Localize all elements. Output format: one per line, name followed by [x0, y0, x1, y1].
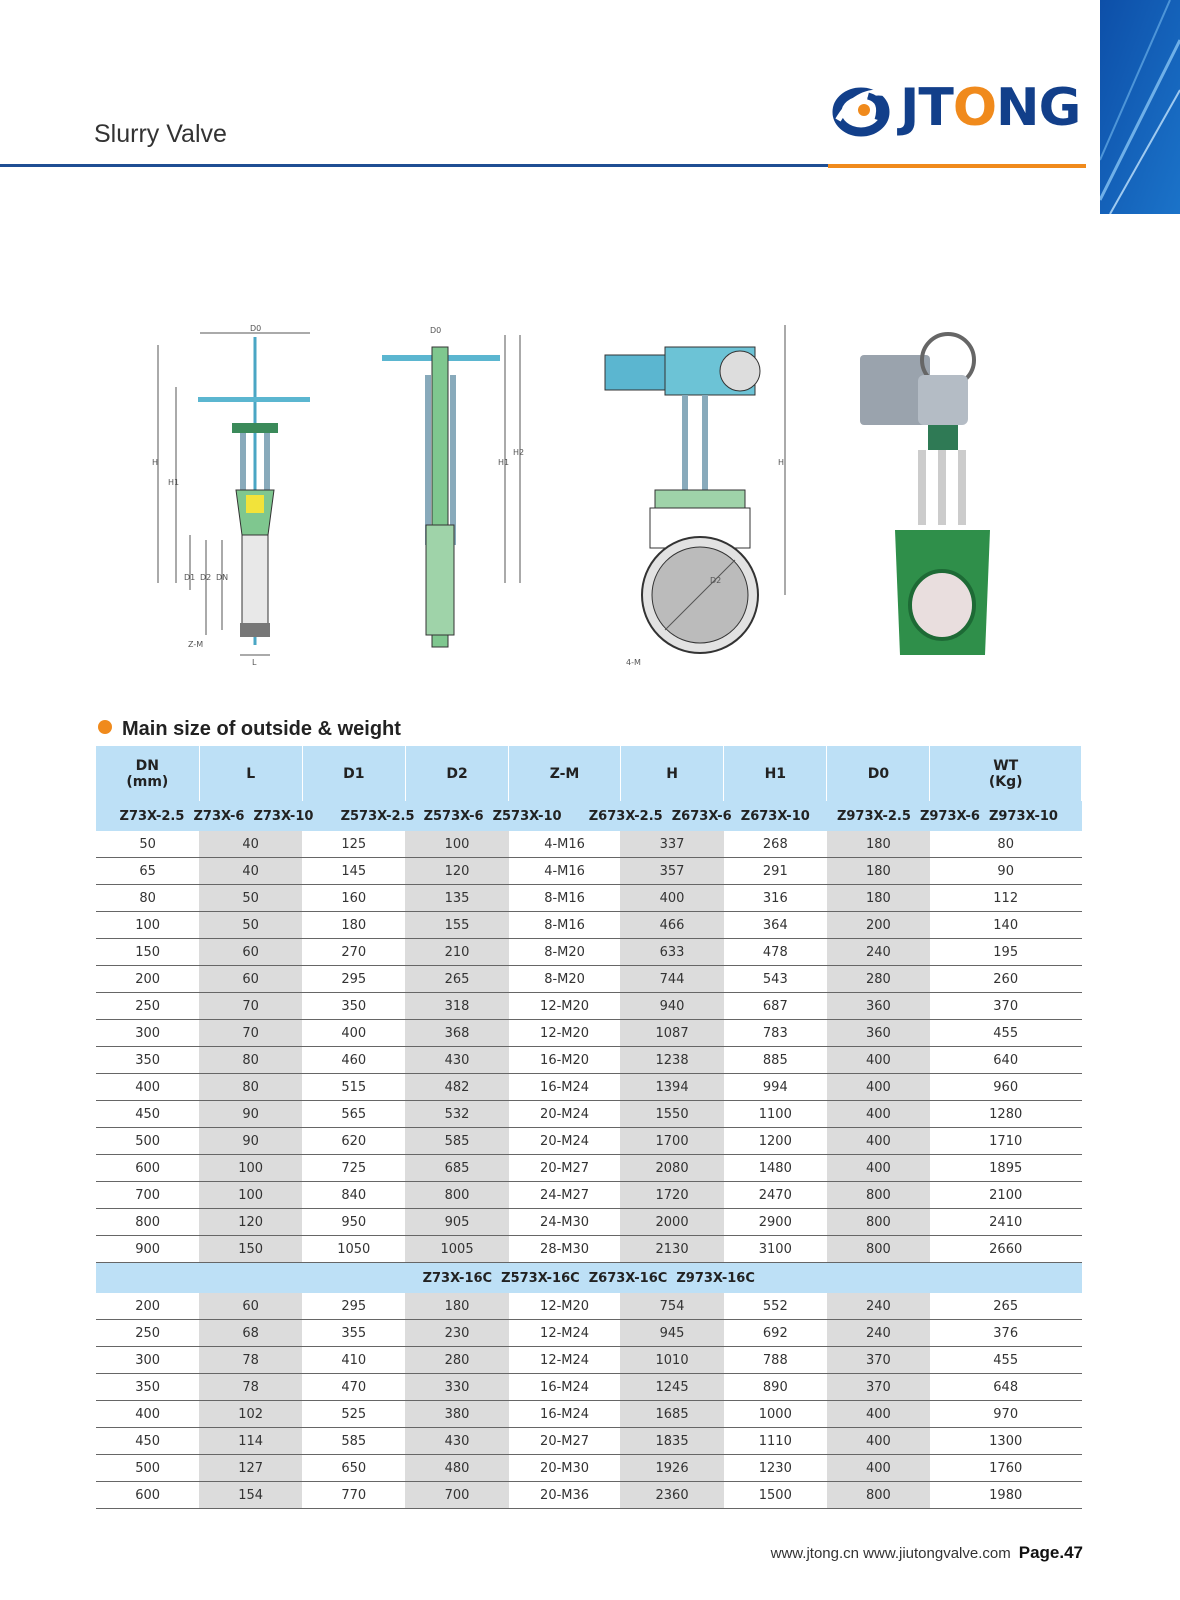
table-cell: 20-M27 [509, 1155, 621, 1182]
table-cell: 350 [302, 993, 405, 1020]
table-cell: 316 [724, 885, 827, 912]
table-cell: 60 [199, 1293, 302, 1320]
table-cell: 1110 [724, 1428, 827, 1455]
table-cell: 145 [302, 858, 405, 885]
table-cell: 318 [405, 993, 508, 1020]
table-cell: 360 [827, 993, 930, 1020]
table-cell: 800 [827, 1482, 930, 1509]
label-h1-2: H1 [498, 458, 510, 467]
table-cell: 135 [405, 885, 508, 912]
table-cell: 60 [199, 939, 302, 966]
table-row [96, 1455, 1082, 1482]
table-cell: 1980 [930, 1482, 1082, 1509]
table-cell: 337 [620, 831, 723, 858]
table-cell: 180 [827, 885, 930, 912]
page-title: Slurry Valve [94, 120, 227, 148]
table-cell: 478 [724, 939, 827, 966]
table-cell: 1760 [930, 1455, 1082, 1482]
table-cell: 295 [302, 966, 405, 993]
table-cell: 140 [930, 912, 1082, 939]
table-row [96, 1482, 1082, 1509]
label-d0: D0 [250, 325, 262, 333]
label-d2: D2 [200, 573, 212, 582]
logo-text-o: O [952, 78, 997, 138]
table-cell: 480 [405, 1455, 508, 1482]
table-cell: 687 [724, 993, 827, 1020]
table-cell: 1550 [620, 1101, 723, 1128]
table-cell: 2360 [620, 1482, 723, 1509]
jtong-logo [828, 74, 1088, 174]
table-row [96, 1209, 1082, 1236]
table-cell: 200 [827, 912, 930, 939]
table-cell: 3100 [724, 1236, 827, 1263]
table-cell: 330 [405, 1374, 508, 1401]
table-cell: 8-M20 [509, 966, 621, 993]
table-row [96, 966, 1082, 993]
table-cell: 685 [405, 1155, 508, 1182]
table-cell: 370 [827, 1374, 930, 1401]
table-cell: 543 [724, 966, 827, 993]
logo-underline [828, 164, 1086, 168]
table-cell: 291 [724, 858, 827, 885]
table-cell: 648 [930, 1374, 1082, 1401]
table-cell: 250 [96, 1320, 199, 1347]
table-cell: 65 [96, 858, 199, 885]
column-header: H1 [724, 746, 827, 801]
table-cell: 16-M24 [509, 1401, 621, 1428]
table-cell: 620 [302, 1128, 405, 1155]
table-cell: 532 [405, 1101, 508, 1128]
table-cell: 8-M16 [509, 885, 621, 912]
table-cell: 28-M30 [509, 1236, 621, 1263]
table-cell: 2000 [620, 1209, 723, 1236]
table-cell: 240 [827, 1293, 930, 1320]
label-h2: H2 [513, 448, 525, 457]
table-row [96, 1020, 1082, 1047]
table-cell: 1280 [930, 1101, 1082, 1128]
table-cell: 450 [96, 1428, 199, 1455]
table-cell: 20-M36 [509, 1482, 621, 1509]
table-cell: 360 [827, 1020, 930, 1047]
table-row [96, 1320, 1082, 1347]
table-cell: 240 [827, 939, 930, 966]
label-dn: DN [216, 573, 229, 582]
table-cell: 1238 [620, 1047, 723, 1074]
table-cell: 112 [930, 885, 1082, 912]
table-cell: 154 [199, 1482, 302, 1509]
table-cell: 78 [199, 1347, 302, 1374]
label-d1: D1 [184, 573, 196, 582]
logo-swirl-icon [828, 76, 898, 146]
table-cell: 102 [199, 1401, 302, 1428]
corner-decoration [1100, 0, 1180, 214]
column-header: Z-M [509, 746, 621, 801]
table-cell: 455 [930, 1347, 1082, 1374]
table-cell: 195 [930, 939, 1082, 966]
table-cell: 60 [199, 966, 302, 993]
table-cell: 300 [96, 1020, 199, 1047]
table-cell: 265 [405, 966, 508, 993]
table-cell: 20-M24 [509, 1128, 621, 1155]
table-cell: 600 [96, 1482, 199, 1509]
electric-valve-drawing [605, 325, 785, 667]
table-cell: 725 [302, 1155, 405, 1182]
table-cell: 250 [96, 993, 199, 1020]
model-section-row [96, 1263, 1082, 1294]
table-cell: 515 [302, 1074, 405, 1101]
bullet-dot-icon [98, 720, 112, 734]
table-cell: 692 [724, 1320, 827, 1347]
logo-wordmark [900, 78, 1080, 138]
table-cell: 370 [930, 993, 1082, 1020]
table-cell: 1480 [724, 1155, 827, 1182]
table-cell: 180 [405, 1293, 508, 1320]
table-cell: 525 [302, 1401, 405, 1428]
table-cell: 482 [405, 1074, 508, 1101]
table-cell: 565 [302, 1101, 405, 1128]
model-section-row [96, 801, 1082, 831]
table-cell: 1895 [930, 1155, 1082, 1182]
table-cell: 68 [199, 1320, 302, 1347]
table-cell: 4-M16 [509, 858, 621, 885]
table-cell: 1245 [620, 1374, 723, 1401]
table-cell: 900 [96, 1236, 199, 1263]
table-cell: 150 [96, 939, 199, 966]
table-cell: 78 [199, 1374, 302, 1401]
table-cell: 640 [930, 1047, 1082, 1074]
table-cell: 120 [405, 858, 508, 885]
table-cell: 650 [302, 1455, 405, 1482]
table-cell: 16-M20 [509, 1047, 621, 1074]
table-cell: 2470 [724, 1182, 827, 1209]
table-cell: 940 [620, 993, 723, 1020]
table-cell: 700 [405, 1482, 508, 1509]
table-cell: 50 [96, 831, 199, 858]
table-body [96, 801, 1082, 1509]
table-cell: 40 [199, 831, 302, 858]
table-cell: 357 [620, 858, 723, 885]
table-cell: 2100 [930, 1182, 1082, 1209]
table-cell: 180 [827, 831, 930, 858]
table-cell: 1050 [302, 1236, 405, 1263]
table-header-row [96, 746, 1082, 801]
table-cell: 125 [302, 831, 405, 858]
table-cell: 90 [930, 858, 1082, 885]
table-cell: 1720 [620, 1182, 723, 1209]
manual-valve-drawing [152, 325, 310, 667]
table-cell: 16-M24 [509, 1374, 621, 1401]
table-cell: 120 [199, 1209, 302, 1236]
table-cell: 80 [96, 885, 199, 912]
label-zm: Z-M [188, 640, 204, 649]
footer-urls: www.jtong.cn www.jiutongvalve.com [770, 1545, 1011, 1562]
table-cell: 400 [827, 1101, 930, 1128]
table-cell: 800 [827, 1236, 930, 1263]
table-cell: 960 [930, 1074, 1082, 1101]
label-h: H [152, 458, 159, 467]
table-cell: 127 [199, 1455, 302, 1482]
valve-photo [860, 334, 990, 655]
page-number: Page.47 [1018, 1543, 1083, 1562]
table-row [96, 1101, 1082, 1128]
section-title [98, 718, 401, 741]
table-cell: 800 [827, 1209, 930, 1236]
table-cell: 400 [827, 1455, 930, 1482]
table-cell: 90 [199, 1128, 302, 1155]
table-cell: 50 [199, 912, 302, 939]
table-cell: 500 [96, 1455, 199, 1482]
table-cell: 970 [930, 1401, 1082, 1428]
logo-text-jt: JT [900, 78, 953, 138]
column-header: WT (Kg) [930, 746, 1082, 801]
table-cell: 260 [930, 966, 1082, 993]
table-cell: 400 [96, 1401, 199, 1428]
table-cell: 2080 [620, 1155, 723, 1182]
table-cell: 230 [405, 1320, 508, 1347]
table-cell: 455 [930, 1020, 1082, 1047]
table-cell: 200 [96, 1293, 199, 1320]
table-cell: 80 [930, 831, 1082, 858]
table-cell: 12-M24 [509, 1347, 621, 1374]
table-cell: 160 [302, 885, 405, 912]
table-cell: 40 [199, 858, 302, 885]
table-cell: 1700 [620, 1128, 723, 1155]
column-header: D0 [827, 746, 930, 801]
table-cell: 380 [405, 1401, 508, 1428]
table-cell: 12-M20 [509, 1293, 621, 1320]
table-cell: 890 [724, 1374, 827, 1401]
table-cell: 400 [620, 885, 723, 912]
table-cell: 24-M27 [509, 1182, 621, 1209]
table-cell: 24-M30 [509, 1209, 621, 1236]
column-header: L [199, 746, 302, 801]
table-cell: 470 [302, 1374, 405, 1401]
table-cell: 180 [302, 912, 405, 939]
table-cell: 1100 [724, 1101, 827, 1128]
table-row [96, 1047, 1082, 1074]
table-cell: 8-M16 [509, 912, 621, 939]
table-cell: 1230 [724, 1455, 827, 1482]
table-cell: 4-M16 [509, 831, 621, 858]
table-cell: 410 [302, 1347, 405, 1374]
table-cell: 368 [405, 1020, 508, 1047]
bevel-valve-drawing [382, 326, 524, 647]
table-cell: 800 [405, 1182, 508, 1209]
table-cell: 1010 [620, 1347, 723, 1374]
table-cell: 700 [96, 1182, 199, 1209]
table-cell: 180 [827, 858, 930, 885]
table-cell: 945 [620, 1320, 723, 1347]
table-cell: 20-M30 [509, 1455, 621, 1482]
table-cell: 400 [96, 1074, 199, 1101]
table-cell: 800 [827, 1182, 930, 1209]
table-cell: 20-M27 [509, 1428, 621, 1455]
label-d0-2: D0 [430, 326, 442, 335]
table-cell: 783 [724, 1020, 827, 1047]
table-cell: 1835 [620, 1428, 723, 1455]
table-cell: 240 [827, 1320, 930, 1347]
table-cell: 280 [405, 1347, 508, 1374]
table-cell: 100 [199, 1182, 302, 1209]
table-cell: 585 [405, 1128, 508, 1155]
table-cell: 585 [302, 1428, 405, 1455]
table-cell: 400 [827, 1428, 930, 1455]
table-row [96, 1374, 1082, 1401]
table-cell: 1005 [405, 1236, 508, 1263]
table-cell: 90 [199, 1101, 302, 1128]
table-cell: 466 [620, 912, 723, 939]
column-header: H [620, 746, 723, 801]
table-row [96, 831, 1082, 858]
table-cell: 400 [827, 1074, 930, 1101]
table-row [96, 1401, 1082, 1428]
table-cell: 400 [827, 1401, 930, 1428]
table-cell: 155 [405, 912, 508, 939]
table-cell: 840 [302, 1182, 405, 1209]
logo-text-ng: NG [996, 78, 1081, 138]
table-cell: 12-M24 [509, 1320, 621, 1347]
table-cell: 80 [199, 1047, 302, 1074]
label-4m: 4-M [626, 658, 641, 667]
table-row [96, 1074, 1082, 1101]
table-cell: 70 [199, 1020, 302, 1047]
table-cell: 150 [199, 1236, 302, 1263]
table-row [96, 1155, 1082, 1182]
column-header: D2 [405, 746, 508, 801]
table-cell: 754 [620, 1293, 723, 1320]
valve-drawings [150, 325, 1050, 685]
column-header: D1 [302, 746, 405, 801]
table-cell: 400 [827, 1128, 930, 1155]
table-cell: 2660 [930, 1236, 1082, 1263]
table-row [96, 1236, 1082, 1263]
table-cell: 376 [930, 1320, 1082, 1347]
table-cell: 1200 [724, 1128, 827, 1155]
table-cell: 1685 [620, 1401, 723, 1428]
table-cell: 994 [724, 1074, 827, 1101]
table-cell: 460 [302, 1047, 405, 1074]
table-cell: 12-M20 [509, 1020, 621, 1047]
table-cell: 905 [405, 1209, 508, 1236]
footer [771, 1543, 1083, 1563]
table-cell: 16-M24 [509, 1074, 621, 1101]
table-cell: 1926 [620, 1455, 723, 1482]
table-cell: 400 [827, 1155, 930, 1182]
table-cell: 400 [827, 1047, 930, 1074]
table-cell: 350 [96, 1374, 199, 1401]
table-cell: 1710 [930, 1128, 1082, 1155]
table-cell: 2410 [930, 1209, 1082, 1236]
table-cell: 270 [302, 939, 405, 966]
model-section-label: Z73X-16C Z573X-16C Z673X-16C Z973X-16C [96, 1263, 1082, 1294]
table-cell: 20-M24 [509, 1101, 621, 1128]
table-cell: 100 [405, 831, 508, 858]
table-cell: 770 [302, 1482, 405, 1509]
size-weight-table [96, 746, 1082, 1509]
header-rule [0, 164, 828, 167]
table-cell: 8-M20 [509, 939, 621, 966]
table-cell: 1000 [724, 1401, 827, 1428]
table-cell: 430 [405, 1047, 508, 1074]
table-cell: 295 [302, 1293, 405, 1320]
table-cell: 1300 [930, 1428, 1082, 1455]
table-row [96, 1428, 1082, 1455]
table-row [96, 858, 1082, 885]
table-cell: 1500 [724, 1482, 827, 1509]
table-row [96, 1347, 1082, 1374]
table-cell: 265 [930, 1293, 1082, 1320]
table-cell: 350 [96, 1047, 199, 1074]
column-header: DN (mm) [96, 746, 199, 801]
table-cell: 1394 [620, 1074, 723, 1101]
table-cell: 450 [96, 1101, 199, 1128]
table-cell: 100 [96, 912, 199, 939]
table-cell: 950 [302, 1209, 405, 1236]
table-row [96, 1182, 1082, 1209]
table-row [96, 885, 1082, 912]
table-cell: 800 [96, 1209, 199, 1236]
table-cell: 552 [724, 1293, 827, 1320]
table-cell: 788 [724, 1347, 827, 1374]
table-cell: 500 [96, 1128, 199, 1155]
table-cell: 355 [302, 1320, 405, 1347]
table-cell: 2900 [724, 1209, 827, 1236]
table-cell: 114 [199, 1428, 302, 1455]
table-cell: 268 [724, 831, 827, 858]
table-cell: 80 [199, 1074, 302, 1101]
table-row [96, 1293, 1082, 1320]
table-row [96, 939, 1082, 966]
table-cell: 300 [96, 1347, 199, 1374]
table-cell: 633 [620, 939, 723, 966]
table-row [96, 993, 1082, 1020]
table-cell: 50 [199, 885, 302, 912]
model-section-label: Z73X-2.5 Z73X-6 Z73X-10 Z573X-2.5 Z573X-6 Z573X-10 Z673X-2.5 Z673X-6 Z673X-10 Z973X-2.5 Z973X-6 Z973X-10 [96, 801, 1082, 831]
table-cell: 200 [96, 966, 199, 993]
table-cell: 280 [827, 966, 930, 993]
label-h-3: H [778, 458, 785, 467]
table-cell: 2130 [620, 1236, 723, 1263]
label-d2-3: D2 [710, 576, 722, 585]
table-cell: 12-M20 [509, 993, 621, 1020]
table-row [96, 1128, 1082, 1155]
table-cell: 600 [96, 1155, 199, 1182]
table-cell: 100 [199, 1155, 302, 1182]
table-cell: 210 [405, 939, 508, 966]
label-l: L [252, 658, 257, 667]
table-cell: 70 [199, 993, 302, 1020]
table-cell: 1087 [620, 1020, 723, 1047]
label-h1: H1 [168, 478, 180, 487]
table-cell: 744 [620, 966, 723, 993]
table-cell: 370 [827, 1347, 930, 1374]
section-title-text: Main size of outside & weight [122, 718, 401, 740]
table-cell: 430 [405, 1428, 508, 1455]
table-cell: 364 [724, 912, 827, 939]
table-cell: 400 [302, 1020, 405, 1047]
table-cell: 885 [724, 1047, 827, 1074]
table-row [96, 912, 1082, 939]
